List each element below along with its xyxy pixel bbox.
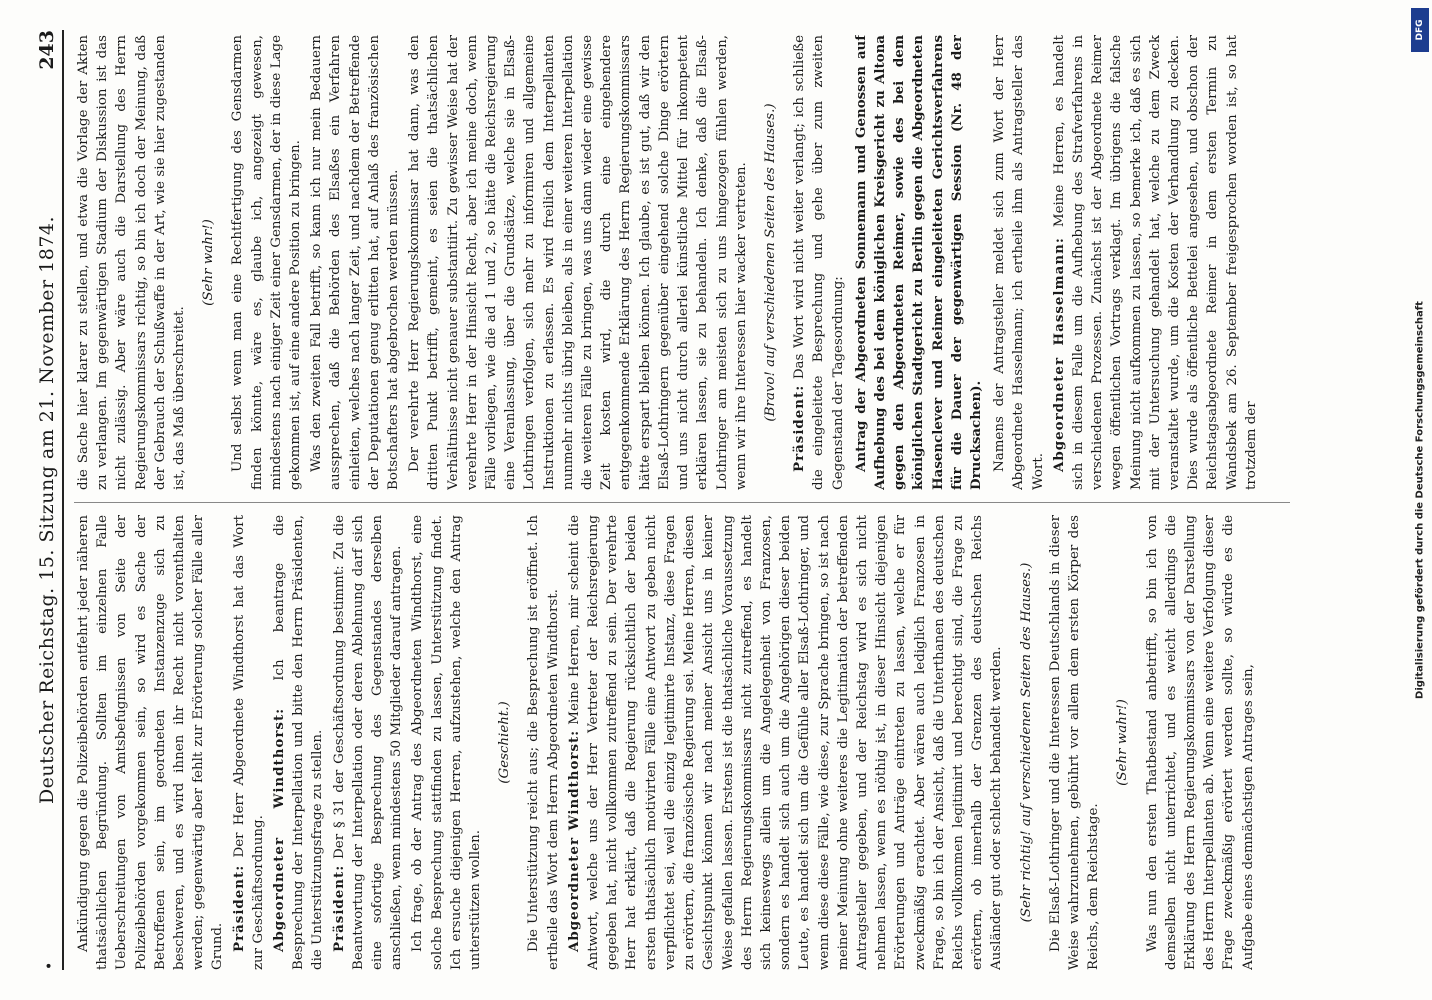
body-paragraph: Die Unterstützung reicht aus; die Besprechung ist eröffnet. Ich ertheile das Wort dem Herrn Abgeordneten Windthorst. — [526, 515, 561, 970]
right-column — [74, 35, 1300, 490]
speech-text: Meine Herren, es handelt sich in diesem Falle um die Aufhebung des Strafverfahrens in verschiedenen Prozessen. Zunächst ist der Abgeordnete Reimer wegen öffentlichen Vortrags verklagt. Im übrigens die falsche Meinung nicht aufkommen zu lassen, so bemerke ich, daß es sich mit der Untersuchung gehandelt hat, welche zu dem Zweck veranstaltet wurde, um die Kosten der Verhandlung zu decken. Dies wurde als öffentliche Bettelei angesehen, und obschon der Reichstagsabgeordnete Reimer in dem ersten Termin zu Wandsbek am 26. September freigesprochen worden ist, so hat trotzdem der — [1051, 35, 1259, 490]
speech-text: Meine Herren, mir scheint die Antwort, welche uns der Herr Vertreter der Reichsregierung gegeben hat, nicht vollkommen zutreffend zu sein. Der verehrte Herr hat erklärt, daß die Regierung rücksichtlich der beiden ersten thatsächlich motivirten Fälle eine Antwort zu geben nicht verpflichtet sei, weil die einzig legitimirte Instanz, diese Fragen zu erörtern, die französische Regierung sei. Meine Herren, diesen Gesichtspunkt können wir nach meiner Ansicht uns in keiner Weise gefallen lassen. Erstens ist die thatsächliche Voraussetzung des Herrn Regierungskommissars nicht zutreffend, es handelt sich keineswegs allein um die Angelegenheit von Franzosen, sondern es handelt sich auch um die Angehörigen dieser beiden Leute, es handelt sich um die Gefühle aller Elsaß-Lothringer, und wenn diese diese Fälle, wie diese, zur Sprache bringen, so ist nach meiner Meinung ohne weiteres die Legitimation der betreffenden Antragsteller gegeben, und der Reichstag wird es sich nicht nehmen lassen, wenn es nöthig ist, in dieser Hinsicht diejenigen Erörterungen und Anträge eintreten zu lassen, welche er für zweckmäßig erachtet. Aber wären auch lediglich Franzosen in Frage, so bin ich der Ansicht, daß die Unterthanen des deutschen Reichs vollkommen legitimirt und berechtigt sind, die Frage zu erörtern, ob innerhalb der Grenzen des deutschen Reichs Ausländer gut oder schlecht behandelt werden. — [566, 515, 1005, 970]
agenda-motion: Antrag der Abgeordneten Sonnemann und Genossen auf Aufhebung des bei dem königlichen Kreisgericht zu Altona gegen den Abgeordneten Reimer, sowie des bei dem königlichen Stadtgericht zu Berlin gegen die Abgeordneten Hasenclever und Reimer eingeleiteten Gerichtsverfahrens für die Dauer der gegenwärtigen Session (Nr. 48 der Drucksachen). — [852, 35, 984, 490]
body-paragraph: Die Elsaß-Lothringer und die Interessen Deutschlands in dieser Weise wahrzunehmen, gebührt vor allem dem ersten Körper des Reichs, dem Reichstage. — [1047, 515, 1102, 970]
column-divider — [74, 502, 1290, 503]
speaker-name: Abgeordneter Windthorst: — [565, 729, 582, 952]
dfg-logo — [1411, 8, 1429, 52]
speaker-name: Abgeordneter Hasselmann: — [1050, 237, 1067, 472]
speech-text: Der § 31 der Geschäftsordnung bestimmt: Zu die Beantwortung der Interpellation oder deren Ablehnung darf sich eine sofortige Besprechung des Gegenstandes derselben anschließen, wenn mindestens 50 Mitglieder darauf antragen. — [331, 515, 405, 970]
digitization-credit-text: Digitalisierung gefördert durch die Deutsche Forschungsgemeinschaft — [1414, 301, 1426, 699]
body-paragraph: Der verehrte Herr Regierungskommissar hat dann, was den dritten Punkt betrifft, gemeint, es seien die thatsächlichen Verhältnisse nicht genauer substantiirt. Zu gewisser Weise hat der verehrte Herr in der Hinsicht Recht, aber ich meine doch, wenn Fälle vorliegen, wie die ad 1 und 2, so hätte die Reichsregierung eine Veranlassung, über die Grundsätze, welche sie in Elsaß-Lothringen verfolgen, sich mehr zu informiren und allgemeine Instruktionen zu erlassen. Es wird freilich dem Interpellanten nunmehr nichts übrig bleiben, als in einer weiteren Interpellation die weiteren Fälle zu bringen, was uns dann wieder eine gewisse Zeit kosten wird, die durch eine eingehendere entgegenkommende Erklärung des Herrn Regierungskommissars hätte erspart bleiben können. Ich glaube, es ist gut, daß wir den Elsaß-Lothringern gegenüber eingehend solche Dinge erörtern und uns nicht durch allerlei künstliche Mittel für inkompetent erklären lassen, sie zu behandeln. Ich denke, daß die Elsaß-Lothringer am meisten sich zu uns hingezogen fühlen werden, wenn wir ihre Interessen hier wacker vertreten. — [407, 35, 749, 490]
speech-paragraph — [330, 515, 407, 970]
page-header — [30, 30, 64, 970]
speech-text: Der Herr Abgeordnete Windthorst hat das Wort zur Geschäftsordnung. — [231, 515, 266, 970]
dfg-logo-text: DFG — [1415, 19, 1425, 41]
speech-paragraph — [230, 515, 268, 970]
stage-direction: (Geschieht.) — [497, 701, 513, 784]
body-paragraph: Ankündigung gegen die Polizeibehörden entfehrt jeder näheren thatsächlichen Begründung. Sollten im einzelnen Falle Ueberschreitungen von Amtsbefugnissen von Seite der Polizeibehörden vorgekommen sein, so wird es Sache der Betroffenen sein, im geordneten Instanzenzuge sich zu beschweren, und es wird ihnen ihr Recht nicht vorenthalten werden; gegenwärtig aber fehlt zur Erörterung solcher Fälle aller Grund. — [76, 515, 226, 970]
speech-text: Ich beantrage die Besprechung der Interpellation und bitte den Herrn Präsidenten, die Unterstützungsfrage zu stellen. — [272, 515, 326, 970]
body-paragraph: Und selbst wenn man eine Rechtfertigung des Gensdarmen finden könnte, wäre es, glaube ich, angezeigt gewesen, mindestens nach einiger Zeit einer Gensdarmen, der in diese Lage gekommen ist, auf eine andere Position zu bringen. — [230, 35, 304, 490]
speaker-name: Präsident: — [791, 384, 808, 472]
header-mark: • — [42, 961, 58, 970]
stage-direction: (Sehr wahr!) — [1115, 699, 1131, 786]
speech-paragraph — [270, 515, 328, 970]
page-title: Deutscher Reichstag. 15. Sitzung am 21. November 1874. — [36, 215, 58, 805]
body-paragraph: Was den zweiten Fall betrifft, so kann ich nur mein Bedauern aussprechen, daß die Behörden des Elsaßes ein Verfahren einleiten, welches nach langer Zeit, und nachdem der Betreffende der Deputationen genug erlitten hat, auf Anlaß des französischen Botschafters hat abgebrochen werden müssen. — [309, 35, 402, 490]
body-paragraph: die Sache hier klarer zu stellen, und etwa die Vorlage der Akten zu verlangen. Im gegenwärtigen Stadium der Diskussion ist das nicht zulässig. Aber wäre auch die Darstellung des Herrn Regierungskommissars richtig, so bin ich doch der Meinung, daß der Gebrauch der Schußwaffe in der Art, wie sie hier zugestanden ist, das Maß überschreitet. — [76, 35, 188, 490]
body-paragraph: Was nun den ersten Thatbestand anbetrifft, so bin ich von demselben nicht unterrichtet, und es weicht allerdings die Erklärung des Herrn Regierungskommissars von der Darstellung des Herrn Interpellanten ab. Wenn eine weitere Verfolgung dieser Frage zweckmäßig erörtert werden sollte, so würde es die Aufgabe eines demnächstigen Antrages sein, — [1144, 515, 1256, 970]
page-number: 243 — [36, 30, 58, 70]
speaker-name: Abgeordneter Windthorst: — [271, 707, 288, 952]
speech-paragraph — [790, 35, 848, 490]
stage-direction: (Sehr wahr!) — [201, 219, 217, 306]
body-paragraph: Ich frage, ob der Antrag des Abgeordneten Windthorst, eine solche Besprechung stattfinden zu lassen, Unterstützung findet. Ich ersuche diejenigen Herren, aufzustehen, welche den Antrag unterstützen wollen. — [410, 515, 484, 970]
speech-paragraph — [565, 515, 1007, 970]
speaker-name: Präsident: — [330, 864, 347, 952]
speaker-name: Präsident: — [230, 864, 247, 952]
speech-text: Das Wort wird nicht weiter verlangt; ich schließe die eingeleitete Besprechung und gehe über zum zweiten Gegenstand der Tagesordnung: — [792, 35, 846, 490]
digitization-credit — [1412, 120, 1428, 880]
stage-direction: (Sehr richtig! auf verschiedenen Seiten des Hauses.) — [1018, 562, 1034, 923]
left-column — [74, 515, 1300, 970]
stage-direction: (Bravo! auf verschiedenen Seiten des Hauses.) — [762, 103, 778, 422]
body-paragraph: Namens der Antragsteller meldet sich zum Wort der Herr Abgeordnete Hasselmann; ich ertheile ihm als Antragsteller das Wort. — [992, 35, 1046, 490]
speech-paragraph — [1050, 35, 1261, 490]
